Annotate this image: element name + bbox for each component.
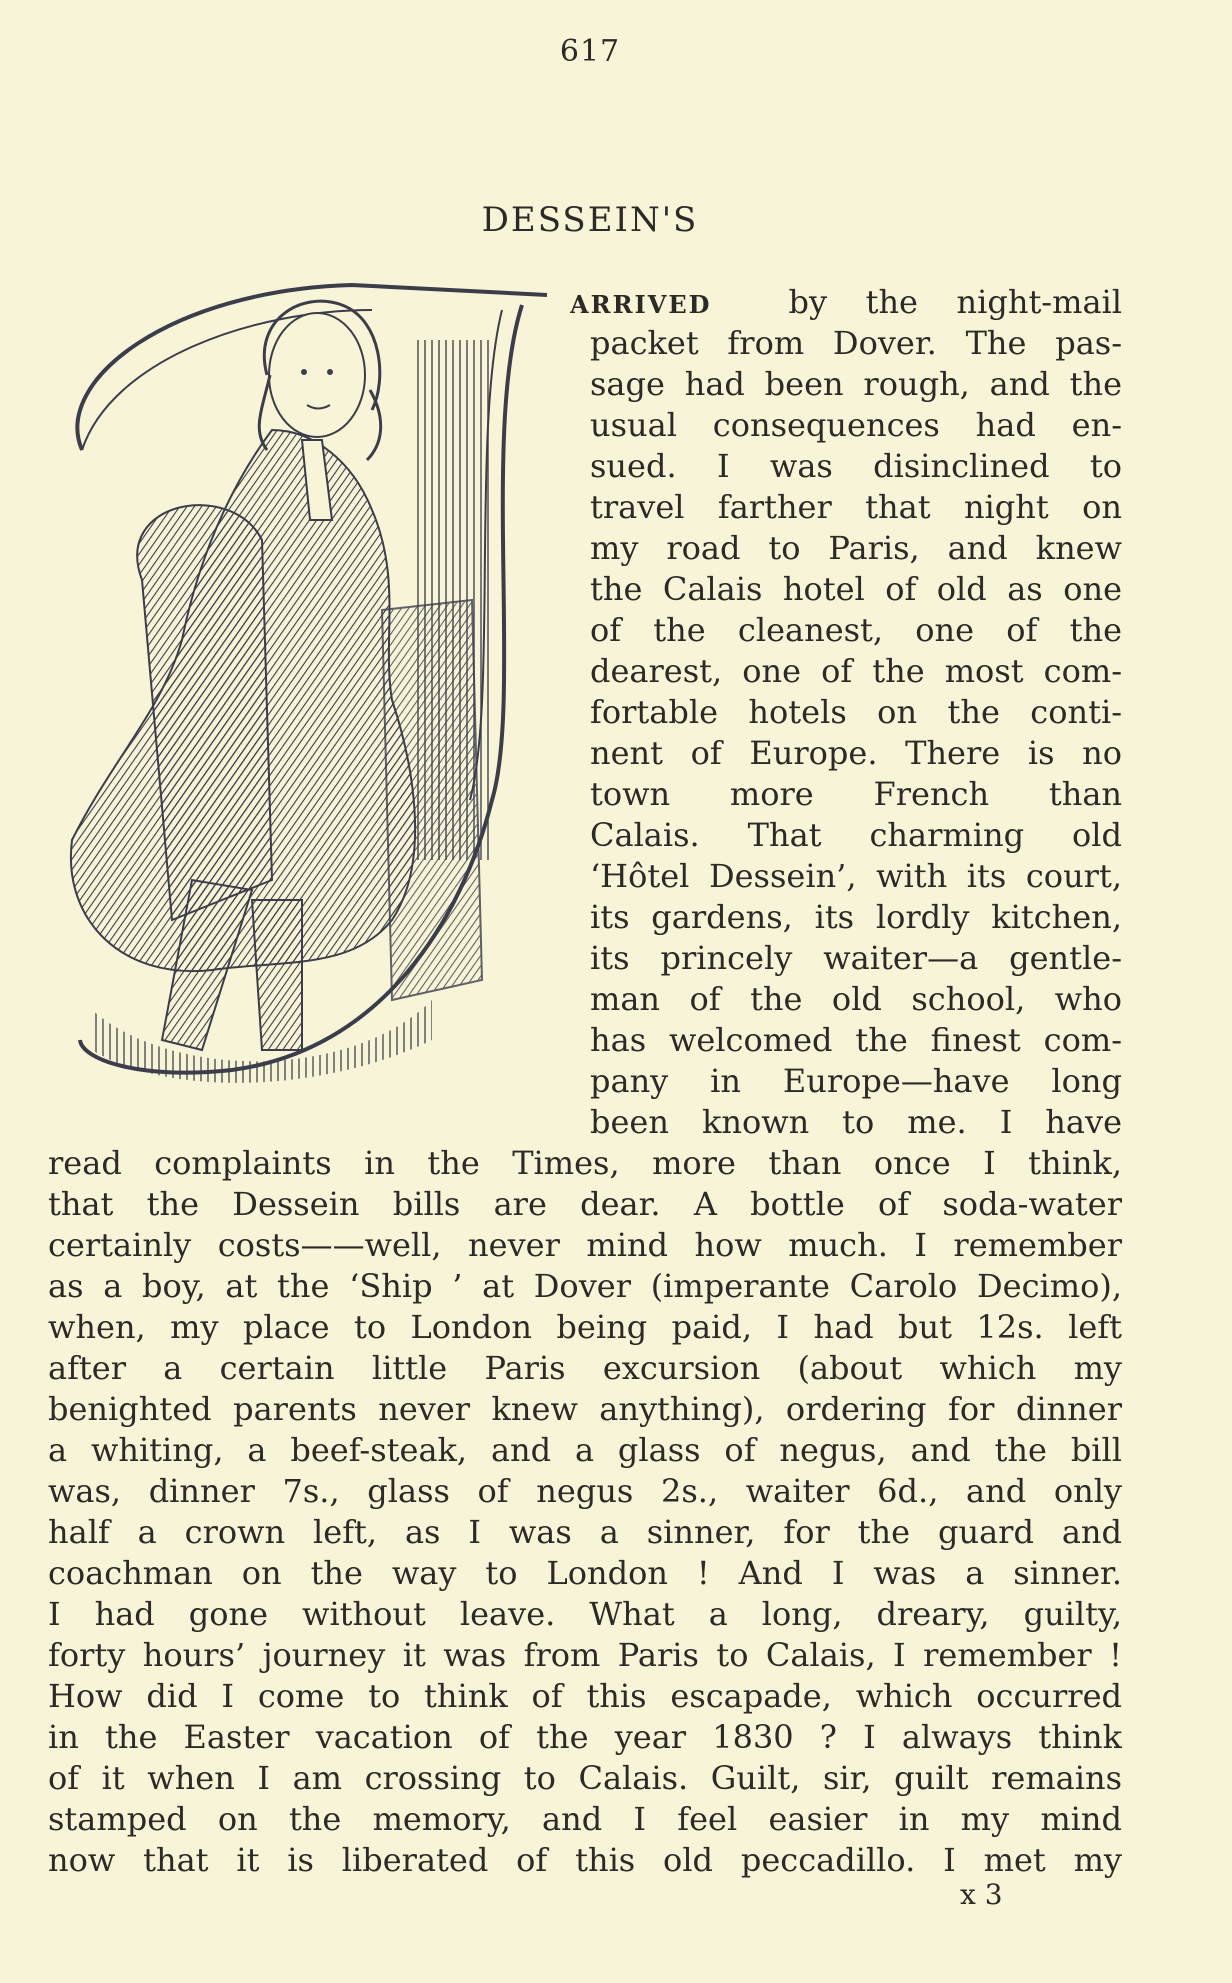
text-line: certainly costs——well, never mind how much. I remember (48, 1226, 1122, 1264)
text-line: travel farther that night on (590, 488, 1122, 526)
text-line: pany in Europe—have long (590, 1062, 1122, 1100)
text-line: forty hours’ journey it was from Paris to Calais, I remember ! (48, 1636, 1122, 1674)
text-line: was, dinner 7s., glass of negus 2s., waiter 6d., and only (48, 1472, 1122, 1510)
text-line: of it when I am crossing to Calais. Guilt, sir, guilt remains (48, 1759, 1122, 1797)
text-line: half a crown left, as I was a sinner, for the guard and (48, 1513, 1122, 1551)
text-line: read complaints in the Times, more than once I think, (48, 1144, 1122, 1182)
text-line: been known to me. I have (590, 1103, 1122, 1141)
text-line: benighted parents never knew anything), ordering for dinner (48, 1390, 1122, 1428)
text-line: when, my place to London being paid, I had but 12s. left (48, 1308, 1122, 1346)
text-line: packet from Dover. The pas- (590, 324, 1122, 362)
text-line: its princely waiter—a gentle- (590, 939, 1122, 977)
text-line: How did I come to think of this escapade, which occurred (48, 1677, 1122, 1715)
text-line: stamped on the memory, and I feel easier in my mind (48, 1800, 1122, 1838)
text-line: usual consequences had en- (590, 406, 1122, 444)
text-line: coachman on the way to London ! And I was a sinner. (48, 1554, 1122, 1592)
chapter-title: DESSEIN'S (481, 200, 699, 240)
text-line: its gardens, its lordly kitchen, (590, 898, 1122, 936)
engraving-illustration (52, 280, 552, 1100)
full-width-paragraph (48, 1143, 1122, 1881)
text-line: ARRIVED by the night-mail (570, 283, 1122, 321)
text-line: that the Dessein bills are dear. A bottle of soda-water (48, 1185, 1122, 1223)
text-line: Calais. That charming old (590, 816, 1122, 854)
text-line: ‘Hôtel Dessein’, with its court, (590, 857, 1122, 895)
text-line: town more French than (590, 775, 1122, 813)
signature-mark: x 3 (960, 1878, 1003, 1911)
text-line: man of the old school, who (590, 980, 1122, 1018)
wrapped-paragraph (570, 282, 1122, 1143)
text-line: nent of Europe. There is no (590, 734, 1122, 772)
text-line: sage had been rough, and the (590, 365, 1122, 403)
text-line: my road to Paris, and knew (590, 529, 1122, 567)
text-line: fortable hotels on the conti- (590, 693, 1122, 731)
text-line: as a boy, at the ‘Ship ’ at Dover (imperante Carolo Decimo), (48, 1267, 1122, 1305)
text-line: a whiting, a beef-steak, and a glass of negus, and the bill (48, 1431, 1122, 1469)
small-caps-word: ARRIVED (570, 290, 712, 319)
text-line: the Calais hotel of old as one (590, 570, 1122, 608)
text-line: now that it is liberated of this old peccadillo. I met my (48, 1841, 1122, 1879)
text-line: I had gone without leave. What a long, dreary, guilty, (48, 1595, 1122, 1633)
text-line: sued. I was disinclined to (590, 447, 1122, 485)
text-line: in the Easter vacation of the year 1830 ? I always think (48, 1718, 1122, 1756)
text-line: after a certain little Paris excursion (about which my (48, 1349, 1122, 1387)
page-number: 617 (559, 34, 621, 69)
text-line: has welcomed the finest com- (590, 1021, 1122, 1059)
text-line: dearest, one of the most com- (590, 652, 1122, 690)
text-line: of the cleanest, one of the (590, 611, 1122, 649)
